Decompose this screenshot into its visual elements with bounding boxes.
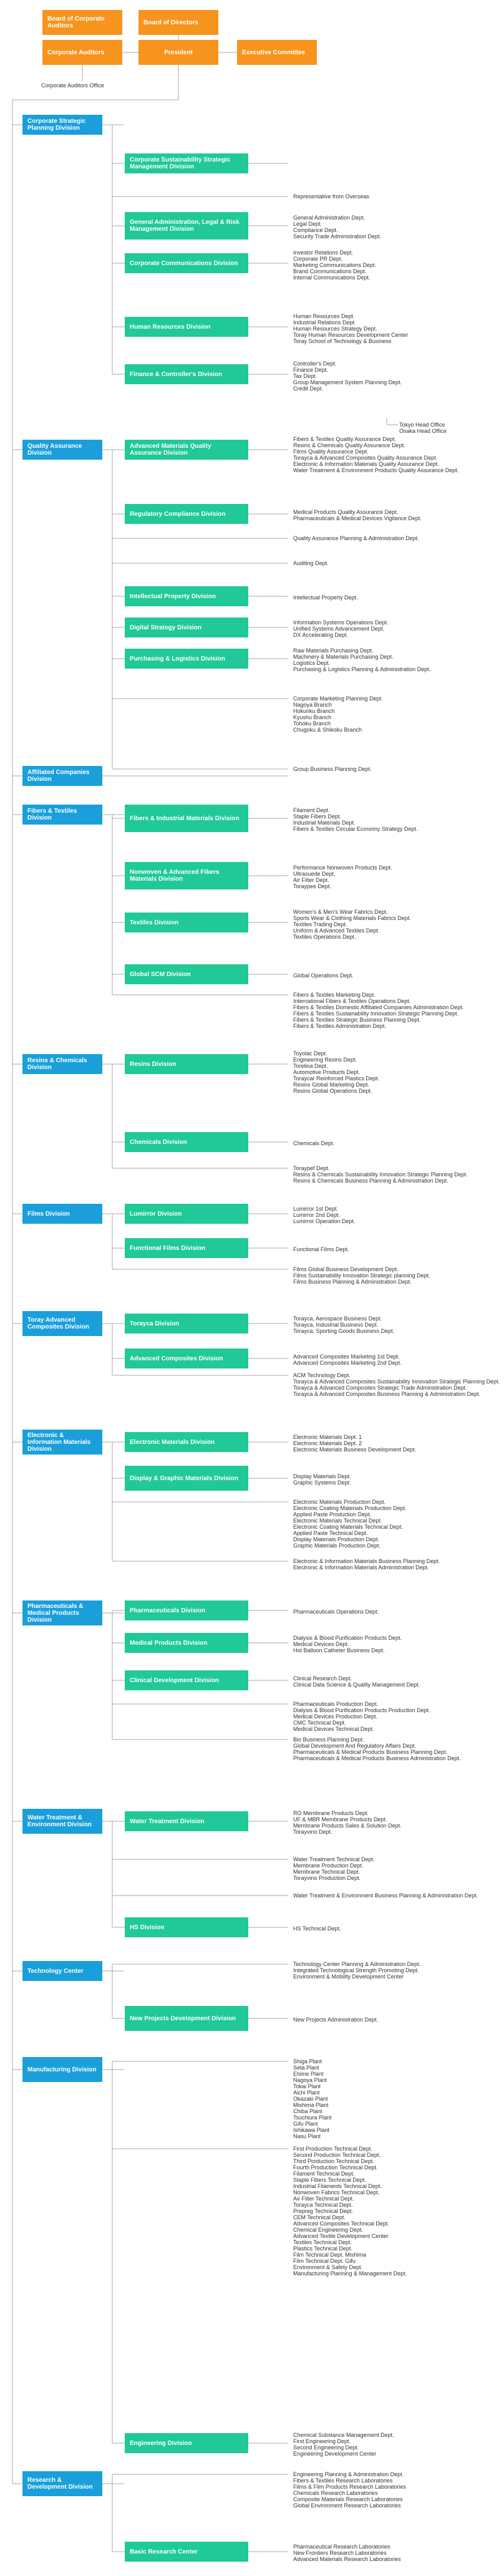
box-president: President <box>138 40 218 65</box>
dept-label: Pharmaceuticals & Medical Products Business Administration Dept. <box>293 1755 461 1761</box>
dept-label: Fourth Production Technical Dept. <box>293 2164 378 2171</box>
dept-label: Chugoku & Shikoku Branch <box>293 727 362 733</box>
division-technology-center: Technology Center <box>22 1961 102 1981</box>
dept-label: Graphic Systems Dept. <box>293 1479 351 1486</box>
dept-label: Ishikawa Plant <box>293 2127 330 2133</box>
dept-label: Fibers & Textiles Marketing Dept. <box>293 992 376 998</box>
box-executive-committee: Executive Committee <box>237 40 317 65</box>
dept-label: Staple Fibers Technical Dept. <box>293 2177 366 2183</box>
division-manufacturing-division: Manufacturing Division <box>22 2057 102 2082</box>
dept-label: Gifu Plant <box>293 2121 318 2127</box>
subdivision-global-scm-division: Global SCM Division <box>125 964 248 984</box>
subdivision-new-projects-development-division: New Projects Development Division <box>125 2006 248 2031</box>
division-fibers-textiles-division: Fibers & Textiles Division <box>22 805 102 825</box>
dept-label: Aichi Plant <box>293 2089 320 2096</box>
dept-label: Films & Film Products Research Laboratories <box>293 2484 407 2490</box>
dept-label: Nasu Plant <box>293 2133 321 2139</box>
dept-label: Fibers & Textiles Sustainability Innovation Strategic Planning Dept. <box>293 1010 458 1017</box>
dept-label: Textiles Technical Dept. <box>293 2239 352 2245</box>
dept-label: Resins & Chemicals Sustainability Innovation Strategic Planning Dept. <box>293 1171 468 1178</box>
dept-label: Unified Systems Advancement Dept. <box>293 626 385 632</box>
dept-label: Chemicals Dept. <box>293 1140 335 1146</box>
dept-label: Fibers & Textiles Strategic Business Planning Dept. <box>293 1017 421 1023</box>
division-quality-assurance-division: Quality Assurance Division <box>22 440 102 460</box>
subdivision-pharmaceuticals-division: Pharmaceuticals Division <box>125 1600 248 1620</box>
dept-label: HS Technical Dept. <box>293 1925 341 1932</box>
dept-label: Membrane Production Dept. <box>293 1862 364 1869</box>
dept-label: First Engineering Dept. <box>293 2438 351 2444</box>
division-affiliated-companies-division: Affiliated Companies Division <box>22 766 102 786</box>
dept-label: Torayvino Production Dept. <box>293 1875 361 1881</box>
dept-label: Okazaki Plant <box>293 2096 328 2102</box>
dept-label: Films Business Planning & Administration Dept. <box>293 1279 412 1285</box>
dept-label: Marketing Communications Dept. <box>293 262 377 268</box>
dept-label: Quality Assurance Planning & Administration Dept. <box>293 535 419 541</box>
dept-label: Controller's Dept. <box>293 361 337 367</box>
subdivision-general-administration-legal-risk-management-division: General Administration, Legal & Risk Management Division <box>125 212 248 240</box>
dept-label: Representative from Overseas <box>293 193 370 200</box>
dept-label: Toray Human Resources Development Center <box>293 332 409 338</box>
subdivision-advanced-materials-quality-assurance-division: Advanced Materials Quality Assurance Division <box>125 440 248 460</box>
box-board-of-corporate-auditors: Board of Corporate Auditors <box>42 10 122 35</box>
dept-label: Auditing Dept. <box>293 560 329 566</box>
division-electronic-information-materials-division: Electronic & Information Materials Division <box>22 1430 102 1455</box>
subdivision-regulatory-compliance-division: Regulatory Compliance Division <box>125 504 248 524</box>
subdivision-human-resources-division: Human Resources Division <box>125 317 248 337</box>
dept-label: Lumirror Operation Dept. <box>293 1218 356 1224</box>
dept-label: Filament Technical Dept. <box>293 2171 355 2177</box>
dept-label: Global Operations Dept. <box>293 972 354 979</box>
dept-label: Chemical Substance Management Dept. <box>293 2432 394 2438</box>
dept-label: Engineering Planning & Administration Dept. <box>293 2471 404 2477</box>
dept-label: Ehime Plant <box>293 2071 324 2077</box>
dept-label: Fibers & Textiles Domestic Affiliated Companies Administration Dept. <box>293 1004 464 1010</box>
subdivision-electronic-materials-division: Electronic Materials Division <box>125 1432 248 1452</box>
dept-label: Uniform & Advanced Textiles Dept. <box>293 927 380 934</box>
dept-label: New Frontiers Research Laboratories <box>293 2550 387 2556</box>
dept-label: Tokai Plant <box>293 2083 321 2089</box>
dept-label: Security Trade Administration Dept. <box>293 233 382 240</box>
dept-label: Pharmaceutical Research Laboratories <box>293 2544 390 2550</box>
dept-label: Lumirror 2nd Dept. <box>293 1212 341 1218</box>
dept-label: Toray School of Technology & Business <box>293 338 392 344</box>
dept-label: Electronic & Information Materials Administration Dept. <box>293 1564 429 1571</box>
dept-label: Human Resources Strategy Dept. <box>293 326 377 332</box>
dept-label: Global Environment Research Laboratories <box>293 2502 401 2509</box>
dept-label: Filament Dept. <box>293 807 330 813</box>
subdivision-hs-division: HS Division <box>125 1917 248 1937</box>
dept-label: New Projects Administration Dept. <box>293 2017 379 2023</box>
dept-label: Automotive Products Dept. <box>293 1069 361 1075</box>
dept-label: Performance Nonwoven Products Dept. <box>293 864 392 871</box>
dept-label: Corporate PR Dept. <box>293 256 343 262</box>
box-board-of-directors: Board of Directors <box>138 10 218 35</box>
dept-label: Electronic Materials Business Development Dept. <box>293 1446 417 1453</box>
dept-label: Torayca & Advanced Composites Quality Assurance Dept. <box>293 455 438 461</box>
dept-label: Torayvino Dept. <box>293 1829 332 1835</box>
dept-label: Torayca Technical Dept. <box>293 2202 353 2208</box>
dept-label: Applied Paste Production Dept. <box>293 1511 372 1518</box>
division-pharmaceuticals-medical-products-division: Pharmaceuticals & Medical Products Division <box>22 1600 102 1625</box>
dept-label: Water Treatment & Environment Products Quality Assurance Dept. <box>293 467 459 473</box>
dept-label: Torayca & Advanced Composites Business Planning & Administration Dept. <box>293 1391 481 1397</box>
subdivision-purchasing-logistics-division: Purchasing & Logistics Division <box>125 649 248 669</box>
dept-label: Chemical Engineering Dept. <box>293 2227 364 2233</box>
dept-label: Film Technical Dept. Mishima <box>293 2252 366 2258</box>
dept-label: DX Accelerating Dept. <box>293 632 349 638</box>
dept-label: Textiles Trading Dept. <box>293 921 347 927</box>
dept-label: Tax Dept. <box>293 373 317 379</box>
subdivision-basic-research-center: Basic Research Center <box>125 2542 248 2562</box>
dept-label: Integrated Technological Strength Promoting Dept. <box>293 1967 419 1973</box>
dept-label: Group Management System Planning Dept. <box>293 379 402 385</box>
dept-label: Lumirror 1st Dept. <box>293 1206 339 1212</box>
dept-label: Technology Center Planning & Administration Dept. <box>293 1961 421 1967</box>
dept-label: CEM Technical Dept. <box>293 2214 346 2220</box>
dept-label: Manufacturing Planning & Management Dept. <box>293 2270 407 2277</box>
subdivision-chemicals-division: Chemicals Division <box>125 1132 248 1152</box>
dept-label: Plastics Technical Dept. <box>293 2245 352 2252</box>
dept-label: Pharmaceuticals & Medical Devices Vigilance Dept. <box>293 515 422 521</box>
dept-label: Ultrasuede Dept. <box>293 871 336 877</box>
subdivision-functional-films-division: Functional Films Division <box>125 1238 248 1258</box>
division-resins-chemicals-division: Resins & Chemicals Division <box>22 1054 102 1074</box>
subdivision-display-graphic-materials-division: Display & Graphic Materials Division <box>125 1466 248 1491</box>
dept-label: Membrane Products Sales & Solution Dept. <box>293 1823 402 1829</box>
dept-label: Chiba Plant <box>293 2108 322 2114</box>
subdivision-advanced-composites-division: Advanced Composites Division <box>125 1349 248 1368</box>
dept-label: Credit Dept. <box>293 385 324 392</box>
subdivision-digital-strategy-division: Digital Strategy Division <box>125 617 248 637</box>
division-toray-advanced-composites-division: Toray Advanced Composites Division <box>22 1311 102 1336</box>
dept-label: Electronic Materials Technical Dept. <box>293 1518 382 1524</box>
dept-label: Dialysis & Blood Purification Products Dept. <box>293 1635 402 1641</box>
dept-label: Films Global Business Development Dept. <box>293 1266 399 1272</box>
dept-label: Logistics Dept. <box>293 660 331 666</box>
dept-label: Textiles Operations Dept. <box>293 934 356 940</box>
dept-label: First Production Technical Dept. <box>293 2146 372 2152</box>
dept-label: Films Sustainability Innovation Strategic planning Dept. <box>293 1272 430 1279</box>
dept-label: Second Engineering Dept. <box>293 2444 359 2451</box>
dept-label: Tsuchiura Plant <box>293 2114 332 2121</box>
dept-label: Third Production Technical Dept. <box>293 2158 374 2164</box>
dept-label: Nonwoven Fabrics Technical Dept. <box>293 2189 380 2196</box>
dept-label: UF & MBR Membrane Products Dept. <box>293 1816 387 1823</box>
dept-label: Internal Communications Dept. <box>293 274 371 281</box>
dept-label: Industrial Relations Dept. <box>293 319 356 326</box>
dept-label: Electronic Materials Production Dept. <box>293 1499 386 1505</box>
dept-label: Torayca, Sporting Goods Business Dept. <box>293 1328 395 1334</box>
dept-label: Osaka Head Office <box>399 428 447 434</box>
dept-label: Toraycar Reinforced Plastics Dept. <box>293 1075 380 1082</box>
dept-label: Seta Plant <box>293 2065 319 2071</box>
subdivision-corporate-communications-division: Corporate Communications Division <box>125 253 248 273</box>
dept-label: Advanced Composites Marketing 2nd Dept. <box>293 1360 402 1366</box>
dept-label: Industrial Filaments Technical Dept. <box>293 2183 382 2189</box>
dept-label: Purchasing & Logistics Planning & Administration Dept. <box>293 666 431 672</box>
dept-label: Sports Wear & Clothing Materials Fabrics Dept. <box>293 915 411 921</box>
dept-label: Electronic & Information Materials Business Planning Dept. <box>293 1558 440 1564</box>
dept-label: Corporate Auditors Office <box>41 82 104 89</box>
dept-label: Fibers & Textiles Quality Assurance Dept. <box>293 436 396 442</box>
dept-label: Toyolac Dept. <box>293 1050 327 1057</box>
subdivision-corporate-sustainability-strategic-management-division: Corporate Sustainability Strategic Management Division <box>125 153 248 173</box>
dept-label: Mishima Plant <box>293 2102 329 2108</box>
dept-label: Fibers & Textiles Research Laboratories <box>293 2477 393 2484</box>
dept-label: Industrial Materials Dept. <box>293 820 356 826</box>
dept-label: Electronic & Information Materials Quality Assurance Dept. <box>293 461 439 467</box>
dept-label: Hot Balloon Catheter Business Dept. <box>293 1647 385 1654</box>
dept-label: Torayca, Industrial Business Dept. <box>293 1322 379 1328</box>
box-corporate-auditors: Corporate Auditors <box>42 40 122 65</box>
dept-label: Pharmaceuticals & Medical Products Business Planning Dept. <box>293 1749 448 1755</box>
dept-label: Machinery & Materials Purchasing Dept. <box>293 654 394 660</box>
dept-label: Finance Dept. <box>293 367 329 373</box>
subdivision-resins-division: Resins Division <box>125 1054 248 1074</box>
dept-label: Resins Global Operations Dept. <box>293 1088 372 1094</box>
dept-label: Pharmaceuticals Operations Dept. <box>293 1609 379 1615</box>
dept-label: Electronic Coating Materials Production Dept. <box>293 1505 407 1511</box>
dept-label: Advanced Textile Development Center <box>293 2233 389 2239</box>
dept-label: Water Treatment Technical Dept. <box>293 1856 375 1862</box>
dept-label: Electronic Materials Dept. 1 <box>293 1434 362 1440</box>
subdivision-medical-products-division: Medical Products Division <box>125 1633 248 1653</box>
dept-label: Water Treatment & Environment Business Planning & Administration Dept. <box>293 1892 478 1899</box>
dept-label: ACM Technology Dept. <box>293 1372 351 1378</box>
dept-label: Air Filter Dept. <box>293 877 329 883</box>
dept-label: Second Production Technical Dept. <box>293 2152 380 2158</box>
subdivision-textiles-division: Textiles Division <box>125 913 248 932</box>
dept-label: Composite Materials Research Laboratories <box>293 2496 403 2502</box>
dept-label: General Administration Dept. <box>293 215 366 221</box>
dept-label: Raw Materials Purchasing Dept. <box>293 647 374 654</box>
dept-label: Display Materials Production Dept. <box>293 1536 380 1542</box>
dept-label: Applied Paste Technical Dept. <box>293 1530 368 1536</box>
dept-label: Legal Dept. <box>293 221 322 227</box>
dept-label: Pharmaceuticals Production Dept. <box>293 1701 379 1707</box>
dept-label: Advanced Composites Marketing 1st Dept. <box>293 1353 400 1360</box>
dept-label: Toraypee Dept. <box>293 883 332 889</box>
dept-label: Films Quality Assurance Dept. <box>293 448 369 455</box>
dept-label: Torelina Dept. <box>293 1063 328 1069</box>
subdivision-finance-controller-s-division: Finance & Controller's Division <box>125 364 248 384</box>
subdivision-nonwoven-advanced-fibers-materials-division: Nonwoven & Advanced Fibers Materials Division <box>125 862 248 889</box>
dept-label: International Fibers & Textiles Operations Dept. <box>293 998 411 1004</box>
dept-label: Medical Devices Dept. <box>293 1641 349 1647</box>
dept-label: Resins & Chemicals Business Planning & Administration Dept. <box>293 1178 448 1184</box>
dept-label: Resins Global Marketing Dept. <box>293 1082 370 1088</box>
dept-label: Nagoya Branch <box>293 702 332 708</box>
dept-label: Fibers & Textiles Administration Dept. <box>293 1023 386 1029</box>
dept-label: Graphic Materials Production Dept. <box>293 1542 381 1549</box>
dept-label: Torayca, Aerospace Business Dept. <box>293 1315 382 1322</box>
dept-label: Investor Relations Dept. <box>293 249 354 256</box>
subdivision-intellectual-property-division: Intellectual Property Division <box>125 586 248 606</box>
division-research-development-division: Research & Development Division <box>22 2471 102 2496</box>
division-films-division: Films Division <box>22 1204 102 1224</box>
dept-label: Dialysis & Blood Purification Products Production Dept. <box>293 1707 430 1713</box>
dept-label: Display Materials Dept. <box>293 1473 351 1479</box>
dept-label: Engineering Development Center <box>293 2451 377 2457</box>
dept-label: Staple Fibers Dept. <box>293 813 342 820</box>
dept-label: Corporate Marketing Planning Dept. <box>293 695 383 702</box>
dept-label: Intellectual Property Dept. <box>293 594 358 601</box>
dept-label: Toraypef Dept. <box>293 1165 330 1171</box>
dept-label: Compliance Dept. <box>293 227 338 233</box>
division-water-treatment-environment-division: Water Treatment & Environment Division <box>22 1809 102 1834</box>
division-corporate-strategic-planning-division: Corporate Strategic Planning Division <box>22 115 102 135</box>
dept-label: Functional Films Dept. <box>293 1246 349 1252</box>
dept-label: Resins & Chemicals Quality Assurance Dept. <box>293 442 405 448</box>
dept-label: Bio Business Planning Dept. <box>293 1736 364 1743</box>
subdivision-engineering-division: Engineering Division <box>125 2433 248 2453</box>
dept-label: Torayca & Advanced Composites Strategic Trade Administration Dept. <box>293 1385 467 1391</box>
dept-label: Information Systems Operations Dept. <box>293 619 389 626</box>
dept-label: Hokuriku Branch <box>293 708 335 714</box>
dept-label: Air Filter Technical Dept. <box>293 2196 354 2202</box>
dept-label: Electronic Coating Materials Technical Dept. <box>293 1524 403 1530</box>
subdivision-clinical-development-division: Clinical Development Division <box>125 1670 248 1690</box>
dept-label: RO Membrane Products Dept. <box>293 1810 369 1816</box>
dept-label: Tohoku Branch <box>293 720 331 727</box>
dept-label: Prepreg Technical Dept. <box>293 2208 353 2214</box>
subdivision-torayca-division: Torayca Division <box>125 1314 248 1334</box>
dept-label: Electronic Materials Dept. 2 <box>293 1440 362 1446</box>
subdivision-fibers-industrial-materials-division: Fibers & Industrial Materials Division <box>125 805 248 832</box>
dept-label: Medical Devices Technical Dept. <box>293 1726 374 1732</box>
dept-label: Environment & Safety Dept. <box>293 2264 363 2270</box>
dept-label: Shiga Plant <box>293 2058 322 2065</box>
dept-label: Clinical Data Science & Quality Management Dept. <box>293 1682 420 1688</box>
dept-label: Engineering Resins Dept. <box>293 1057 357 1063</box>
dept-label: Women's & Men's Wear Fabrics Dept. <box>293 909 388 915</box>
dept-label: CMC Technical Dept. <box>293 1720 346 1726</box>
dept-label: Chemicals Research Laboratories <box>293 2490 378 2496</box>
dept-label: Advanced Composites Technical Dept. <box>293 2220 389 2227</box>
dept-label: Membrane Technical Dept. <box>293 1869 360 1875</box>
dept-label: Group Business Planning Dept. <box>293 766 372 772</box>
dept-label: Fibers & Textiles Circular Economy Strategy Dept. <box>293 826 418 832</box>
dept-label: Environment & Mobility Development Center <box>293 1973 404 1980</box>
dept-label: Clinical Research Dept. <box>293 1675 352 1682</box>
subdivision-water-treatment-division: Water Treatment Division <box>125 1811 248 1831</box>
dept-label: Advanced Materials Research Laboratories <box>293 2556 401 2562</box>
dept-label: Tokyo Head Office <box>399 422 445 428</box>
dept-label: Nagoya Plant <box>293 2077 327 2083</box>
dept-label: Torayca & Advanced Composites Sustainability Innovation Strategic Planning Dept. <box>293 1378 500 1385</box>
dept-label: Global Development And Regulatory Affairs Dept. <box>293 1743 416 1749</box>
dept-label: Film Technical Dept. Gifu <box>293 2258 356 2264</box>
dept-label: Medical Devices Production Dept. <box>293 1713 378 1720</box>
subdivision-lumirror-division: Lumirror Division <box>125 1204 248 1224</box>
dept-label: Brand Communications Dept. <box>293 268 367 274</box>
dept-label: Kyushu Branch <box>293 714 332 720</box>
dept-label: Medical Products Quality Assurance Dept. <box>293 509 399 515</box>
dept-label: Human Resources Dept. <box>293 313 355 319</box>
